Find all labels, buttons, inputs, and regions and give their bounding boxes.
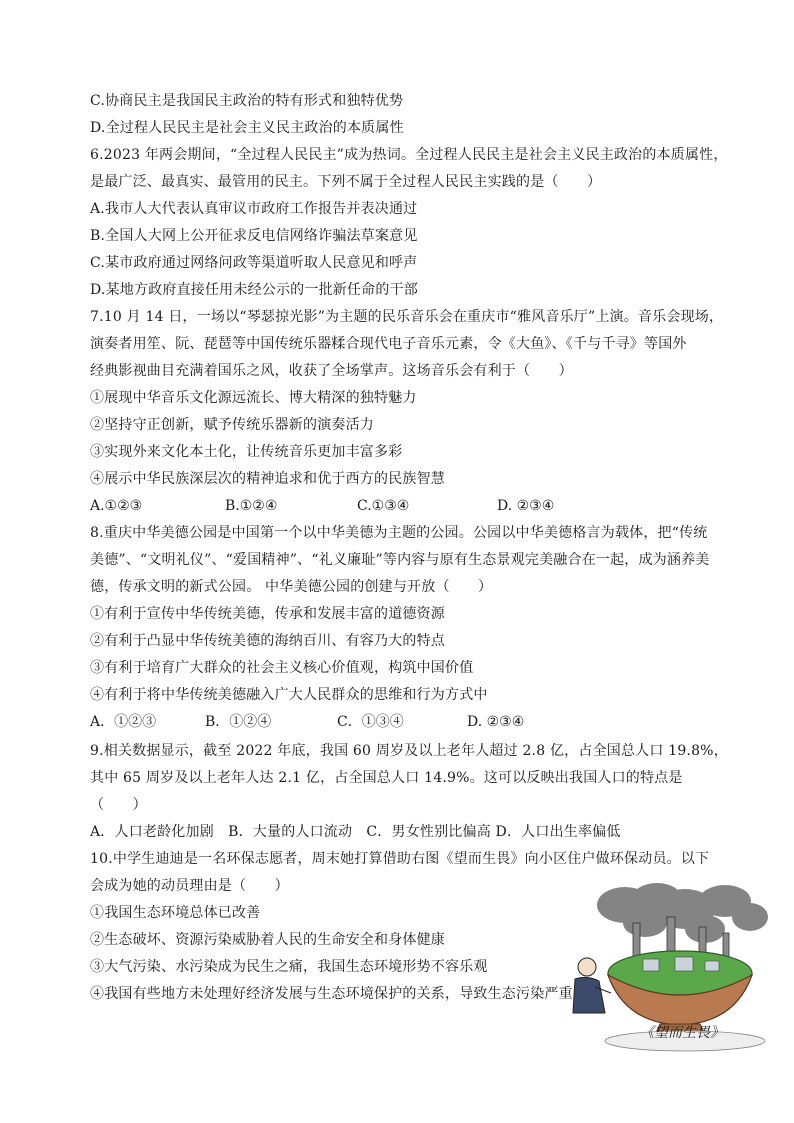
q7-item-2: ②坚持守正创新，赋予传统乐器新的演奏活力 [90,417,374,433]
smoke-clouds [597,883,768,943]
q6-option-b: B.全国人大网上公开征求反电信网络诈骗法草案意见 [90,228,418,244]
cartoon-caption: 《望而生畏》 [640,1025,724,1041]
q8-item-2: ②有利于凸显中华传统美德的海纳百川、有容乃大的特点 [90,633,445,649]
q7-stem-line1: 7.10 月 14 日，一场以“琴瑟掠光影”为主题的民乐音乐会在重庆市“雅风音乐厅”上演。音乐会现场， [90,309,724,325]
q7-option-b: B.①②④ [225,498,278,514]
q7-stem-line2: 演奏者用笙、阮、琵琶等中国传统乐器糅合现代电子音乐元素，令《大鱼》、《千与千寻》等国外 [90,336,687,352]
q6-option-d: D.某地方政府直接任用未经公示的一批新任命的干部 [90,282,418,298]
q7-item-3: ③实现外来文化本土化，让传统音乐更加丰富多彩 [90,444,403,460]
q10-item-4: ④我国有些地方未处理好经济发展与生态环境保护的关系，导致生态污染严重 [90,986,573,1002]
q10-item-3: ③大气污染、水污染成为民生之痛，我国生态环境形势不容乐观 [90,959,488,975]
q8-stem-line2: 美德”、“文明礼仪”、“爱国精神”、“礼义廉耻”等内容与原有生态景观完美融合在一起，成为涵养美 [90,552,710,568]
q6-option-a: A.我市人大代表认真审议市政府工作报告并表决通过 [90,201,418,217]
q5-option-c: C.协商民主是我国民主政治的特有形式和独特优势 [90,93,404,109]
q10-item-2: ②生态破坏、资源污染威胁着人民的生命安全和身体健康 [90,932,445,948]
q8-stem-line3: 德，传承文明的新式公园。 中华美德公园的创建与开放（ ） [90,579,493,595]
worried-person [573,958,611,1013]
q8-option-b: B．①②④ [205,714,272,730]
q9-stem-line2: 其中 65 周岁及以上老年人达 2.1 亿，占全国总人口 14.9%。这可以反映出我国人口的特点是 [90,770,683,786]
q8-item-4: ④有利于将中华传统美德融入广大人民群众的思维和行为方式中 [90,687,488,703]
q5-option-d: D.全过程人民民主是社会主义民主政治的本质属性 [90,120,404,136]
q7-option-a: A.①②③ [90,498,143,514]
q10-stem-line1: 10.中学生迪迪是一名环保志愿者，周末她打算借助右图《望而生畏》向小区住户做环保动员。以下 [90,851,710,867]
q6-stem-line1: 6.2023 年两会期间，“全过程人民民主”成为热词。全过程人民民主是社会主义民主政治的本质属性， [90,147,728,163]
q7-item-4: ④展示中华民族深层次的精神追求和优于西方的民族智慧 [90,471,445,487]
q9-options: A．人口老龄化加剧 B．大量的人口流动 C．男女性别比偏高 D．人口出生率偏低 [90,824,621,840]
q6-option-c: C.某市政府通过网络问政等渠道听取人民意见和呼声 [90,255,418,271]
q8-item-3: ③有利于培育广大群众的社会主义核心价值观，构筑中国价值 [90,660,474,676]
q10-stem-line2: 会成为她的动员理由是（ ） [90,878,289,894]
q8-option-d: D. ②③④ [467,714,525,730]
q8-option-a: A．①②③ [90,714,157,730]
q8-item-1: ①有利于宣传中华传统美德，传承和发展丰富的道德资源 [90,606,445,622]
q7-option-d: D. ②③④ [497,498,555,514]
q9-stem-line3: （ ） [90,797,147,813]
q7-item-1: ①展现中华音乐文化源远流长、博大精深的独特魅力 [90,390,417,406]
q7-stem-line3: 经典影视曲目充满着国乐之风，收获了全场掌声。这场音乐会有利于（ ） [90,363,573,379]
q10-item-1: ①我国生态环境总体已改善 [90,905,261,921]
q6-stem-line2: 是最广泛、最真实、最管用的民主。下列不属于全过程人民民主实践的是（ ） [90,174,602,190]
q8-option-c: C．①③④ [337,714,404,730]
q7-option-c: C.①③④ [357,498,410,514]
q8-stem-line1: 8.重庆中华美德公园是中国第一个以中华美德为主题的公园。公园以中华美德格言为载体，把“传统 [90,525,708,541]
q9-stem-line1: 9.相关数据显示，截至 2022 年底，我国 60 周岁及以上老年人超过 2.8 亿，占全国总人口 19.8%， [90,743,728,759]
